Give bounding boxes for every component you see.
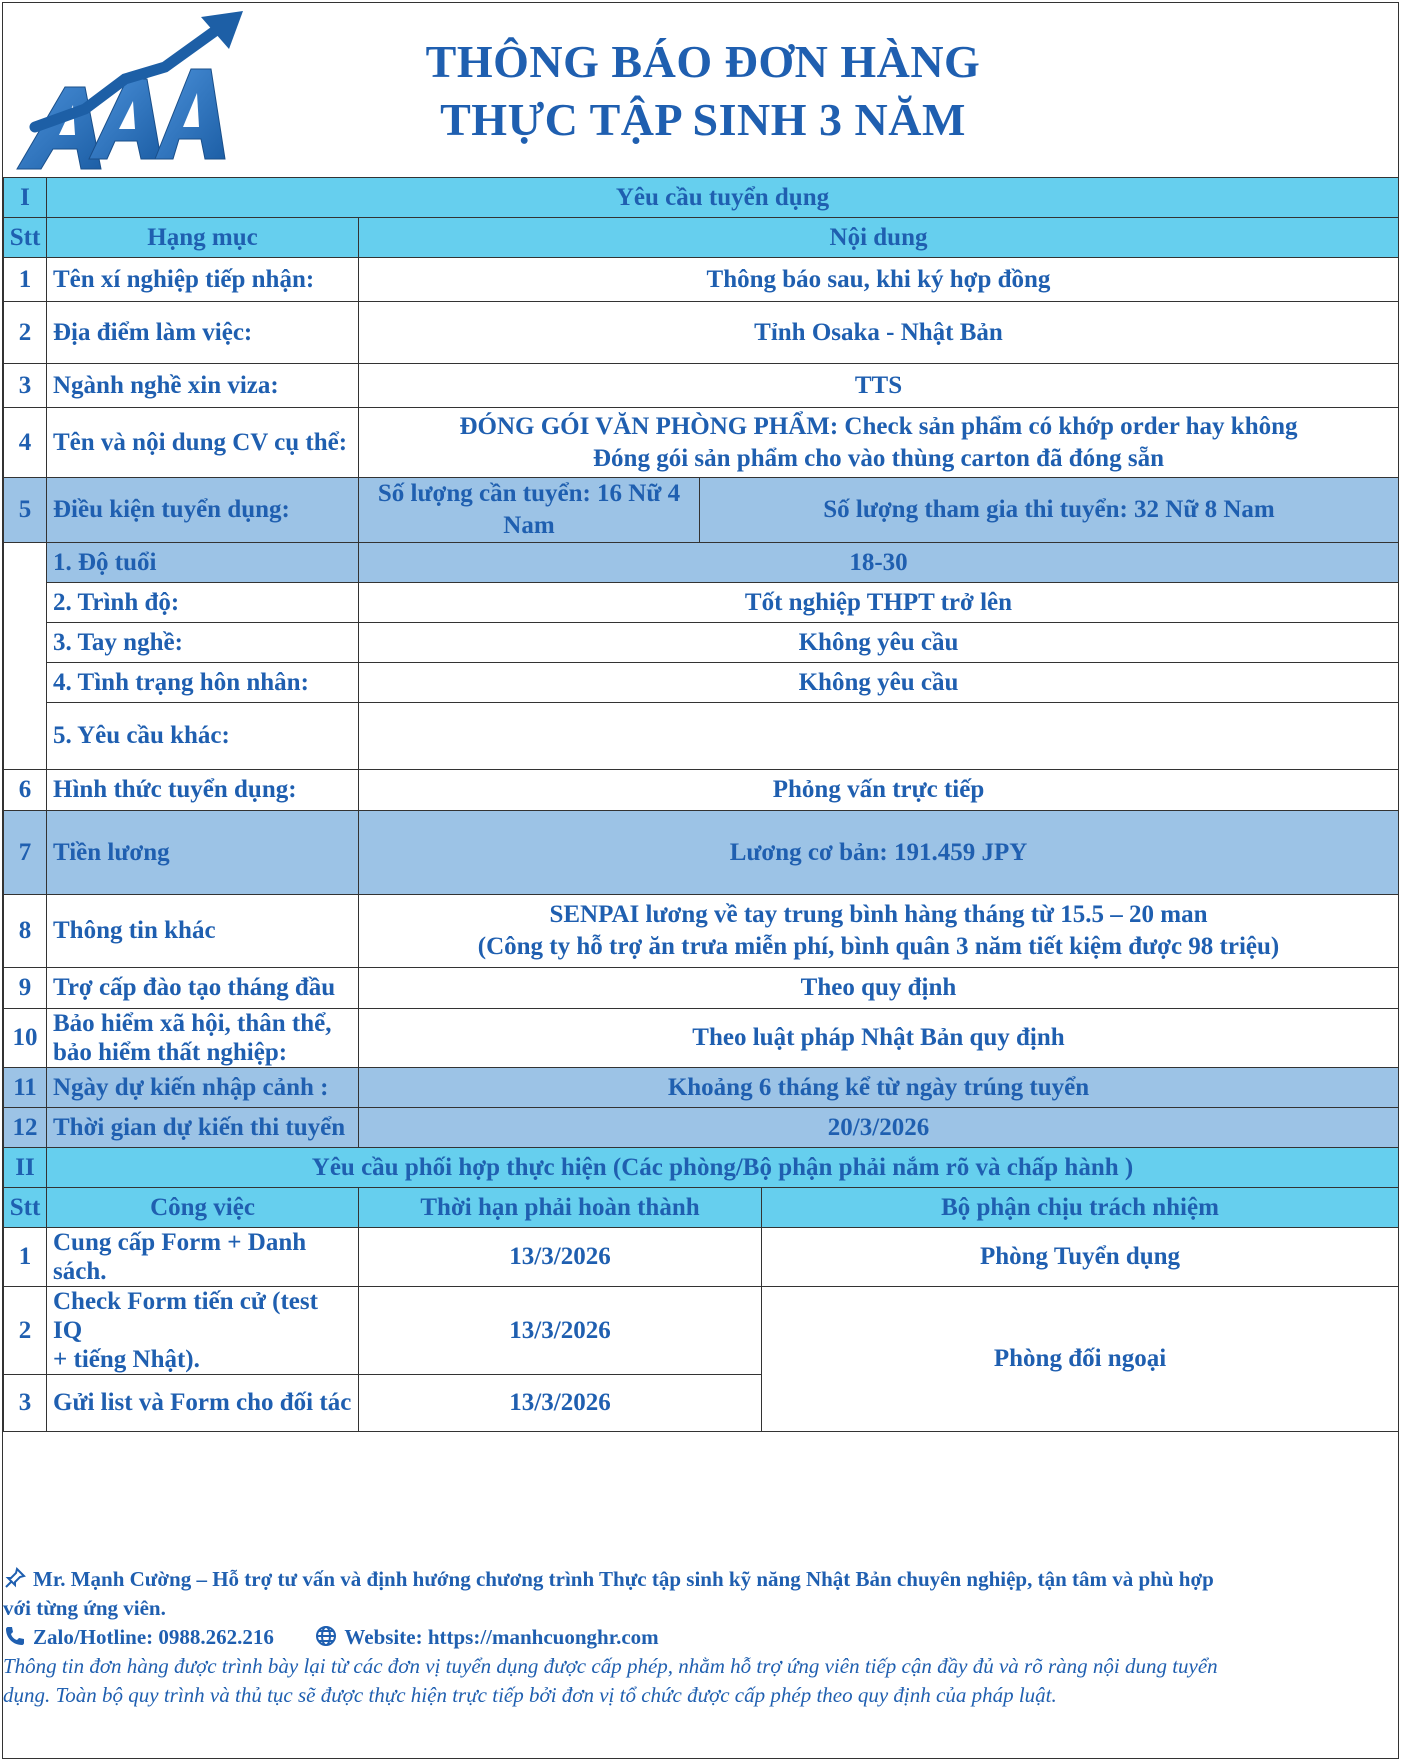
task-deadline: 13/3/2026 (359, 1287, 762, 1375)
section-title: Yêu cầu tuyển dụng (47, 178, 1399, 218)
footer-intro (3, 1565, 1398, 1623)
row-value (359, 895, 1399, 968)
row-value-line-1: ĐÓNG GÓI VĂN PHÒNG PHẨM: Check sản phẩm có khớp order hay không (459, 412, 1298, 440)
phone-icon (3, 1624, 27, 1648)
row-number: 3 (4, 364, 47, 408)
task-label (47, 1228, 359, 1287)
table-row (4, 408, 1399, 478)
col-header-stt: Stt (4, 218, 47, 258)
task-deadline: 13/3/2026 (359, 1228, 762, 1287)
empty-cell (4, 543, 47, 770)
page-title (303, 33, 1103, 149)
title-line-2: THỰC TẬP SINH 3 NĂM (440, 94, 966, 145)
task-line-2: sách. (53, 1258, 107, 1285)
row-number: 11 (4, 1068, 47, 1108)
row-number: 12 (4, 1108, 47, 1148)
condition-label: 1. Độ tuổi (47, 543, 359, 583)
footer-intro-line-1: Mr. Mạnh Cường – Hỗ trợ tư vấn và định hướng chương trình Thực tập sinh kỹ năng Nhật Bản chuyên nghiệp, tận tâm và phù hợp (33, 1567, 1214, 1591)
row-number: 5 (4, 478, 47, 543)
pin-icon (3, 1566, 27, 1590)
row-number: 4 (4, 408, 47, 478)
row-number: 9 (4, 968, 47, 1009)
task-dept: Phòng đối ngoại (762, 1287, 1399, 1432)
task-label (47, 1287, 359, 1375)
row-value: Khoảng 6 tháng kể từ ngày trúng tuyển (359, 1068, 1399, 1108)
row-value: Tỉnh Osaka - Nhật Bản (359, 302, 1399, 364)
condition-value: 18-30 (359, 543, 1399, 583)
column-header-row (4, 1188, 1399, 1228)
row-number: 1 (4, 1228, 47, 1287)
col-header-task: Công việc (47, 1188, 359, 1228)
row-number: 6 (4, 770, 47, 811)
section-number: I (4, 178, 47, 218)
section-title: Yêu cầu phối hợp thực hiện (Các phòng/Bộ phận phải nắm rõ và chấp hành ) (47, 1148, 1399, 1188)
row-value (359, 408, 1399, 478)
condition-label: 4. Tình trạng hôn nhân: (47, 663, 359, 703)
footer-note-line-2: dụng. Toàn bộ quy trình và thủ tục sẽ được thực hiện trực tiếp bởi đơn vị tổ chức được cấp phép theo quy định của pháp luật. (3, 1683, 1057, 1707)
table-row (4, 811, 1399, 895)
row-label: Thời gian dự kiến thi tuyển (47, 1108, 359, 1148)
col-header-deadline: Thời hạn phải hoàn thành (359, 1188, 762, 1228)
footer-note-line-1: Thông tin đơn hàng được trình bày lại từ các đơn vị tuyển dụng được cấp phép, nhằm hỗ trợ ứng viên tiếp cận đầy đủ và rõ ràng nội dung tuyển (3, 1654, 1218, 1678)
task-label: Gửi list và Form cho đối tác (47, 1375, 359, 1432)
row-value: TTS (359, 364, 1399, 408)
condition-row (4, 623, 1399, 663)
row-label: Tiền lương (47, 811, 359, 895)
website-link[interactable]: Website: https://manhcuonghr.com (344, 1625, 659, 1649)
task-line-1: Check Form tiến cử (test IQ (53, 1288, 318, 1344)
aaa-arrow-logo-icon (15, 9, 255, 177)
table-row (4, 968, 1399, 1009)
table-row (4, 1108, 1399, 1148)
table-row (4, 258, 1399, 302)
title-line-1: THÔNG BÁO ĐƠN HÀNG (425, 36, 981, 87)
condition-row (4, 583, 1399, 623)
row-label: Địa điểm làm việc: (47, 302, 359, 364)
row-number: 10 (4, 1009, 47, 1068)
condition-label: 5. Yêu cầu khác: (47, 703, 359, 770)
section-number: II (4, 1148, 47, 1188)
col-header-content: Nội dung (359, 218, 1399, 258)
row-value-line-2: (Công ty hỗ trợ ăn trưa miễn phí, bình quân 3 năm tiết kiệm được 98 triệu) (477, 933, 1280, 960)
col-header-stt: Stt (4, 1188, 47, 1228)
row-label: Ngày dự kiến nhập cảnh : (47, 1068, 359, 1108)
condition-value: Không yêu cầu (359, 663, 1399, 703)
condition-row (4, 543, 1399, 583)
row-value-line-2: Đóng gói sản phẩm cho vào thùng carton đã đóng sẵn (593, 444, 1164, 472)
row-label: Ngành nghề xin viza: (47, 364, 359, 408)
task-dept: Phòng Tuyển dụng (762, 1228, 1399, 1287)
table-row (4, 1068, 1399, 1108)
exam-quantity: Số lượng tham gia thi tuyển: 32 Nữ 8 Nam (700, 478, 1399, 543)
row-number: 1 (4, 258, 47, 302)
row-label (47, 1009, 359, 1068)
row-value: Theo quy định (359, 968, 1399, 1009)
order-table (3, 177, 1399, 1432)
col-header-dept: Bộ phận chịu trách nhiệm (762, 1188, 1399, 1228)
row-number: 8 (4, 895, 47, 968)
table-row (4, 364, 1399, 408)
row-number: 7 (4, 811, 47, 895)
condition-value: Tốt nghiệp THPT trở lên (359, 583, 1399, 623)
row-value-line-1: SENPAI lương về tay trung bình hàng tháng từ 15.5 – 20 man (549, 901, 1208, 928)
table-row (4, 1009, 1399, 1068)
footer-note (3, 1652, 1398, 1710)
task-deadline: 13/3/2026 (359, 1375, 762, 1432)
globe-icon (314, 1624, 338, 1648)
row-label: Tên xí nghiệp tiếp nhận: (47, 258, 359, 302)
hotline-text: Zalo/Hotline: 0988.262.216 (33, 1625, 274, 1649)
row-number: 3 (4, 1375, 47, 1432)
section-2-header (4, 1148, 1399, 1188)
task-line-2: + tiếng Nhật). (53, 1346, 200, 1373)
task-line-1: Cung cấp Form + Danh (53, 1229, 307, 1256)
condition-row (4, 703, 1399, 770)
table-row (4, 770, 1399, 811)
condition-label: 3. Tay nghề: (47, 623, 359, 663)
table-row (4, 478, 1399, 543)
table-row (4, 302, 1399, 364)
row-number: 2 (4, 1287, 47, 1375)
row-label: Điều kiện tuyển dụng: (47, 478, 359, 543)
footer-contact (3, 1623, 1398, 1652)
row-label: Thông tin khác (47, 895, 359, 968)
salary-value: Lương cơ bản: 191.459 JPY (359, 811, 1399, 895)
row-label-line-1: Bảo hiểm xã hội, thân thể, (53, 1010, 332, 1037)
column-header-row (4, 218, 1399, 258)
row-number: 2 (4, 302, 47, 364)
footer (3, 1565, 1398, 1710)
row-label: Hình thức tuyển dụng: (47, 770, 359, 811)
row-label: Trợ cấp đào tạo tháng đầu (47, 968, 359, 1009)
row-value: Thông báo sau, khi ký hợp đồng (359, 258, 1399, 302)
row-label: Tên và nội dung CV cụ thể: (47, 408, 359, 478)
col-header-item: Hạng mục (47, 218, 359, 258)
row-value: 20/3/2026 (359, 1108, 1399, 1148)
task-row (4, 1287, 1399, 1375)
row-label-line-2: bảo hiểm thất nghiệp: (53, 1039, 288, 1066)
condition-value (359, 703, 1399, 770)
task-row (4, 1228, 1399, 1287)
condition-row (4, 663, 1399, 703)
table-row (4, 895, 1399, 968)
row-value: Phỏng vấn trực tiếp (359, 770, 1399, 811)
footer-intro-line-2: với từng ứng viên. (3, 1596, 166, 1620)
row-value: Theo luật pháp Nhật Bản quy định (359, 1009, 1399, 1068)
section-1-header (4, 178, 1399, 218)
recruit-quantity: Số lượng cần tuyển: 16 Nữ 4 Nam (359, 478, 700, 543)
header (3, 3, 1398, 177)
condition-value: Không yêu cầu (359, 623, 1399, 663)
condition-label: 2. Trình độ: (47, 583, 359, 623)
